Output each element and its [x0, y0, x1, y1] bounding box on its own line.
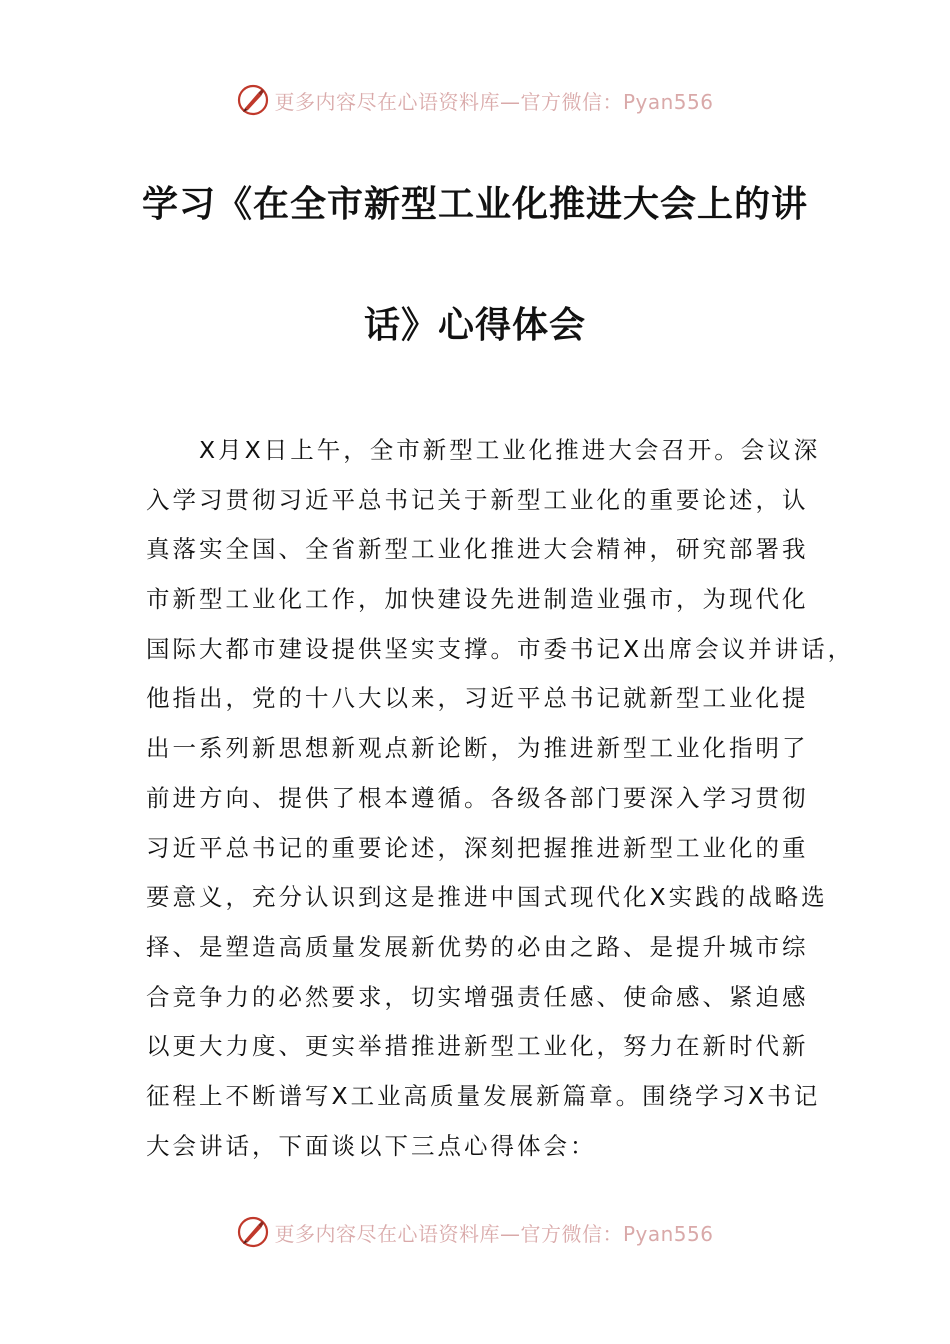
pen-logo-icon [236, 1215, 270, 1249]
body-line: 他指出，党的十八大以来，习近平总书记就新型工业化提 [146, 684, 809, 713]
body-line: 征程上不断谱写X工业高质量发展新篇章。围绕学习X书记 [146, 1081, 821, 1110]
watermark-text: 更多内容尽在心语资料库—官方微信：Pyan556 [274, 1221, 714, 1246]
body-line: 国际大都市建设提供坚实支撑。市委书记X出席会议并讲话， [146, 634, 855, 663]
watermark-text: 更多内容尽在心语资料库—官方微信：Pyan556 [274, 89, 714, 114]
body-line: 出一系列新思想新观点新论断，为推进新型工业化指明了 [146, 734, 809, 763]
body-paragraph [146, 426, 855, 1171]
body-line: 择、是塑造高质量发展新优势的必由之路、是提升城市综 [146, 932, 809, 961]
body-line: 以更大力度、更实举措推进新型工业化，努力在新时代新 [146, 1032, 809, 1061]
footer-watermark [0, 1212, 950, 1252]
body-line: X月X日上午，全市新型工业化推进大会召开。会议深 [146, 436, 821, 464]
body-line: 真落实全国、全省新型工业化推进大会精神，研究部署我 [146, 535, 809, 564]
pen-logo-icon [236, 83, 270, 117]
body-line: 习近平总书记的重要论述，深刻把握推进新型工业化的重 [146, 833, 809, 862]
document-title-line-1: 学习《在全市新型工业化推进大会上的讲 [141, 184, 808, 225]
body-line: 前进方向、提供了根本遵循。各级各部门要深入学习贯彻 [146, 783, 809, 812]
body-line: 大会讲话，下面谈以下三点心得体会： [146, 1131, 597, 1160]
body-line: 市新型工业化工作，加快建设先进制造业强市，为现代化 [146, 585, 809, 614]
body-line: 合竞争力的必然要求，切实增强责任感、使命感、紧迫感 [146, 982, 809, 1011]
body-line: 入学习贯彻习近平总书记关于新型工业化的重要论述，认 [146, 485, 809, 514]
header-watermark [0, 80, 950, 120]
body-line: 要意义，充分认识到这是推进中国式现代化X实践的战略选 [146, 883, 828, 912]
document-title-line-2: 话》心得体会 [363, 305, 586, 346]
